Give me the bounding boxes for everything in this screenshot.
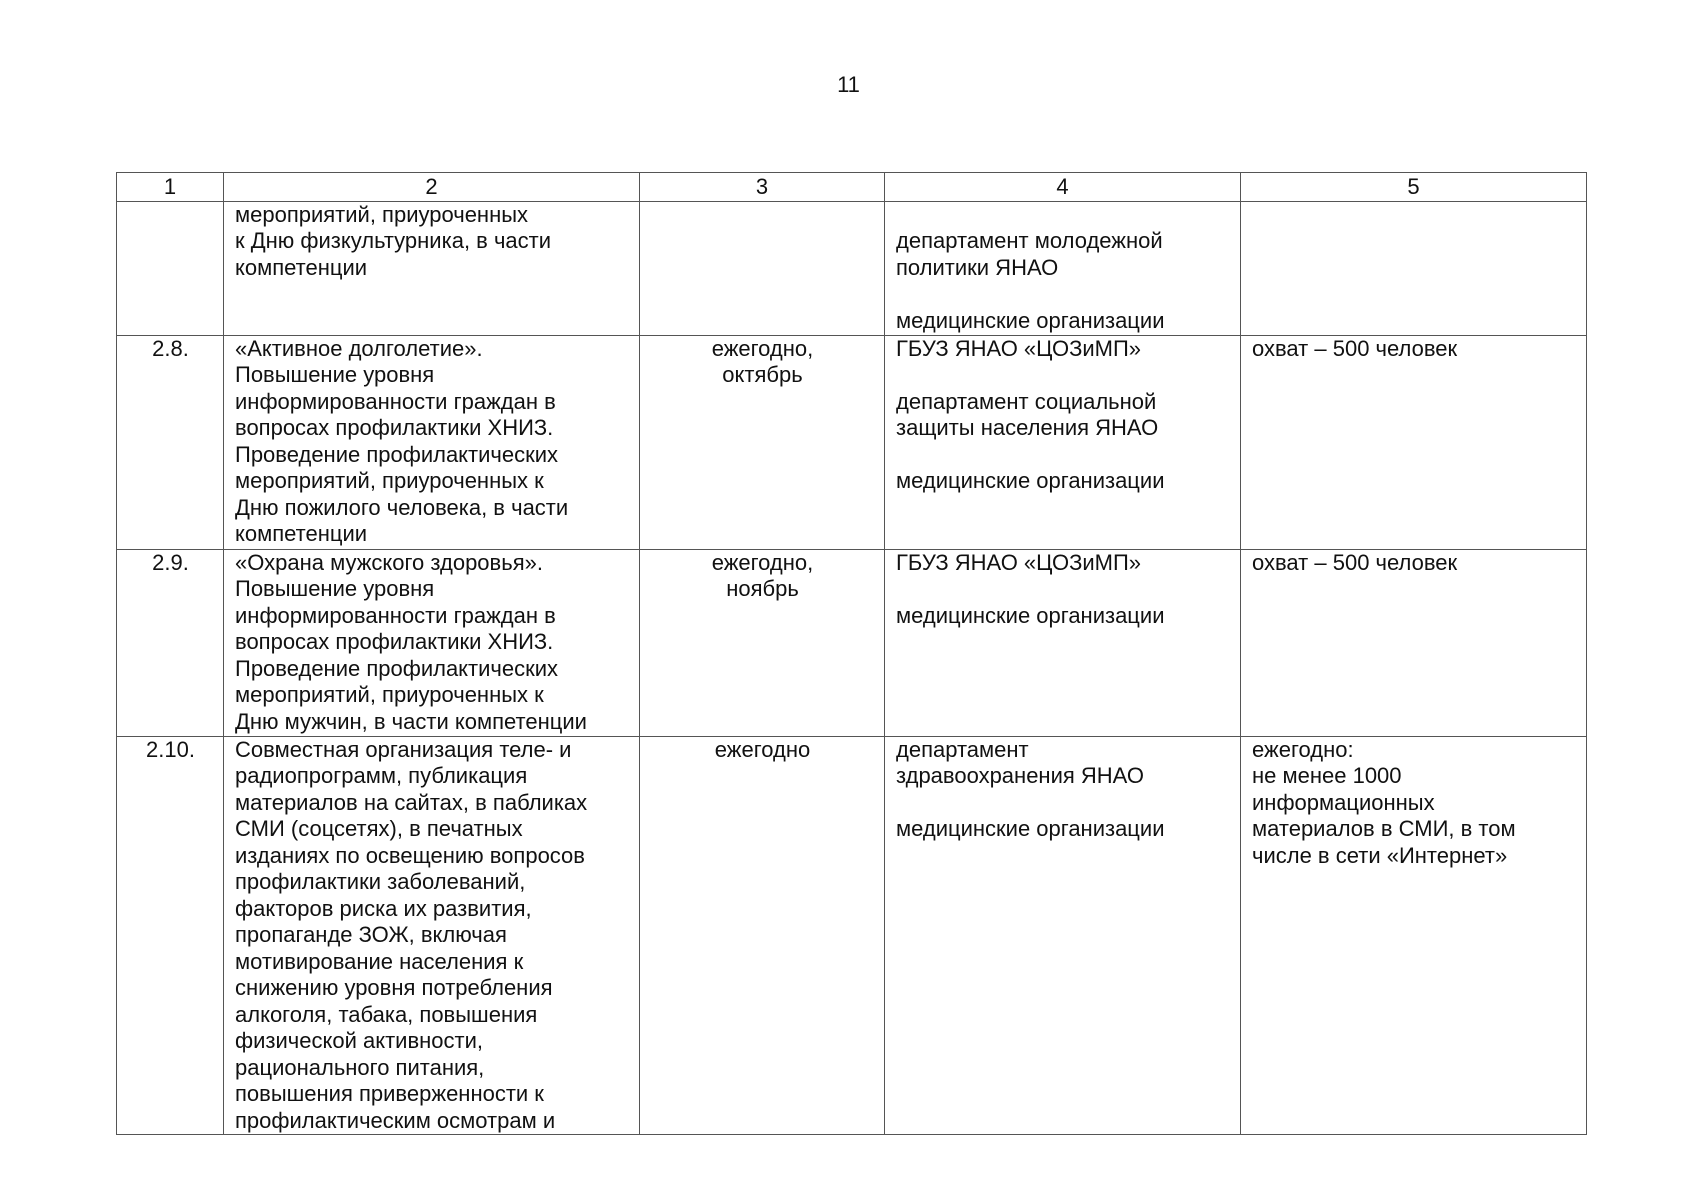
executor-block	[896, 202, 1230, 282]
table-row	[117, 549, 1587, 736]
text-line: ежегодно,	[711, 549, 814, 575]
text-line: вопросах профилактики ХНИЗ.	[235, 629, 554, 654]
text-line: защиты населения ЯНАО	[896, 415, 1159, 440]
column-header-2: 2	[224, 173, 640, 202]
text-line: пропаганде ЗОЖ, включая	[235, 922, 507, 947]
item-number: 2.9.	[117, 549, 224, 736]
text-line: ноябрь	[726, 576, 799, 601]
page-number: 11	[837, 72, 860, 97]
term-cell	[640, 736, 885, 1135]
text-line: ГБУЗ ЯНАО «ЦОЗиМП»	[896, 549, 1142, 575]
text-line: здравоохранения ЯНАО	[896, 763, 1144, 788]
column-header-3: 3	[640, 173, 885, 202]
text-line: департамент	[896, 736, 1029, 762]
executors-cell	[885, 736, 1241, 1135]
executor-block	[896, 308, 1230, 335]
executor-block	[896, 816, 1230, 843]
text-line: Совместная организация теле- и	[235, 736, 572, 762]
result-cell	[1241, 201, 1587, 335]
text-line: ежегодно:	[1252, 736, 1354, 762]
text-line: ежегодно	[714, 736, 811, 762]
term-cell	[640, 201, 885, 335]
executors-cell	[885, 201, 1241, 335]
text-line: снижению уровня потребления	[235, 975, 553, 1000]
text-line: факторов риска их развития,	[235, 895, 532, 921]
event-description	[224, 335, 640, 549]
text-line: радиопрограмм, публикация	[235, 763, 528, 788]
text-line	[896, 202, 1230, 229]
text-line: повышения приверженности к	[235, 1081, 544, 1106]
text-line: информационных	[1252, 789, 1435, 815]
text-line: рационального питания,	[235, 1054, 485, 1080]
executors-cell	[885, 335, 1241, 549]
item-number	[117, 201, 224, 335]
text-line: не менее 1000	[1252, 763, 1402, 788]
executor-block	[896, 550, 1230, 577]
item-number: 2.8.	[117, 335, 224, 549]
result-cell	[1241, 736, 1587, 1135]
text-line: охват – 500 человек	[1252, 549, 1458, 575]
text-line: к Дню физкультурника, в части	[235, 228, 552, 253]
event-description	[224, 736, 640, 1135]
text-line: СМИ (соцсетях), в печатных	[235, 816, 523, 841]
text-line: изданиях по освещению вопросов	[235, 842, 585, 868]
text-line: «Активное долголетие».	[235, 335, 483, 361]
text-line: Проведение профилактических	[235, 655, 559, 681]
activities-table	[116, 172, 1587, 1135]
text-line: числе в сети «Интернет»	[1252, 842, 1508, 868]
text-line: Дню мужчин, в части компетенции	[235, 708, 587, 734]
text-line: охват – 500 человек	[1252, 335, 1458, 361]
text-line: информированности граждан в	[235, 388, 556, 414]
text-line: ежегодно,	[711, 335, 814, 361]
text-line: октябрь	[722, 362, 803, 387]
executor-block	[896, 336, 1230, 363]
text-line: вопросах профилактики ХНИЗ.	[235, 415, 554, 440]
text-line: политики ЯНАО	[896, 254, 1059, 280]
text-line: профилактическим осмотрам и	[235, 1107, 556, 1133]
text-line: Дню пожилого человека, в части	[235, 494, 569, 520]
text-line: департамент социальной	[896, 388, 1157, 414]
event-description	[224, 549, 640, 736]
text-line: ГБУЗ ЯНАО «ЦОЗиМП»	[896, 335, 1142, 361]
text-line: компетенции	[235, 254, 368, 280]
table-header-row	[117, 173, 1587, 202]
text-line: алкоголя, табака, повышения	[235, 1001, 538, 1027]
text-line: медицинские организации	[896, 816, 1165, 841]
text-line: Проведение профилактических	[235, 441, 559, 467]
column-header-5: 5	[1241, 173, 1587, 202]
column-header-1: 1	[117, 173, 224, 202]
text-line: медицинские организации	[896, 307, 1165, 333]
text-line: мотивирование населения к	[235, 948, 524, 974]
executor-block	[896, 603, 1230, 630]
term-cell	[640, 549, 885, 736]
text-line: Повышение уровня	[235, 576, 435, 601]
result-cell	[1241, 549, 1587, 736]
executor-block	[896, 389, 1230, 442]
executor-block	[896, 737, 1230, 790]
table-row	[117, 335, 1587, 549]
text-line: материалов в СМИ, в том	[1252, 816, 1516, 841]
text-line: мероприятий, приуроченных к	[235, 468, 544, 493]
text-line: мероприятий, приуроченных	[235, 201, 529, 227]
event-description	[224, 201, 640, 335]
text-line: материалов на сайтах, в пабликах	[235, 789, 588, 815]
text-line: Повышение уровня	[235, 362, 435, 387]
executors-cell	[885, 549, 1241, 736]
text-line: информированности граждан в	[235, 602, 556, 628]
text-line: департамент молодежной	[896, 228, 1163, 253]
text-line: профилактики заболеваний,	[235, 869, 526, 894]
text-line: «Охрана мужского здоровья».	[235, 549, 543, 575]
text-line: физической активности,	[235, 1028, 483, 1053]
text-line: мероприятий, приуроченных к	[235, 682, 544, 707]
term-cell	[640, 335, 885, 549]
table-row	[117, 736, 1587, 1135]
result-cell	[1241, 335, 1587, 549]
text-line: медицинские организации	[896, 468, 1165, 493]
text-line: компетенции	[235, 521, 368, 546]
table-row	[117, 201, 1587, 335]
executor-block	[896, 468, 1230, 495]
text-line: медицинские организации	[896, 602, 1165, 628]
item-number: 2.10.	[117, 736, 224, 1135]
column-header-4: 4	[885, 173, 1241, 202]
